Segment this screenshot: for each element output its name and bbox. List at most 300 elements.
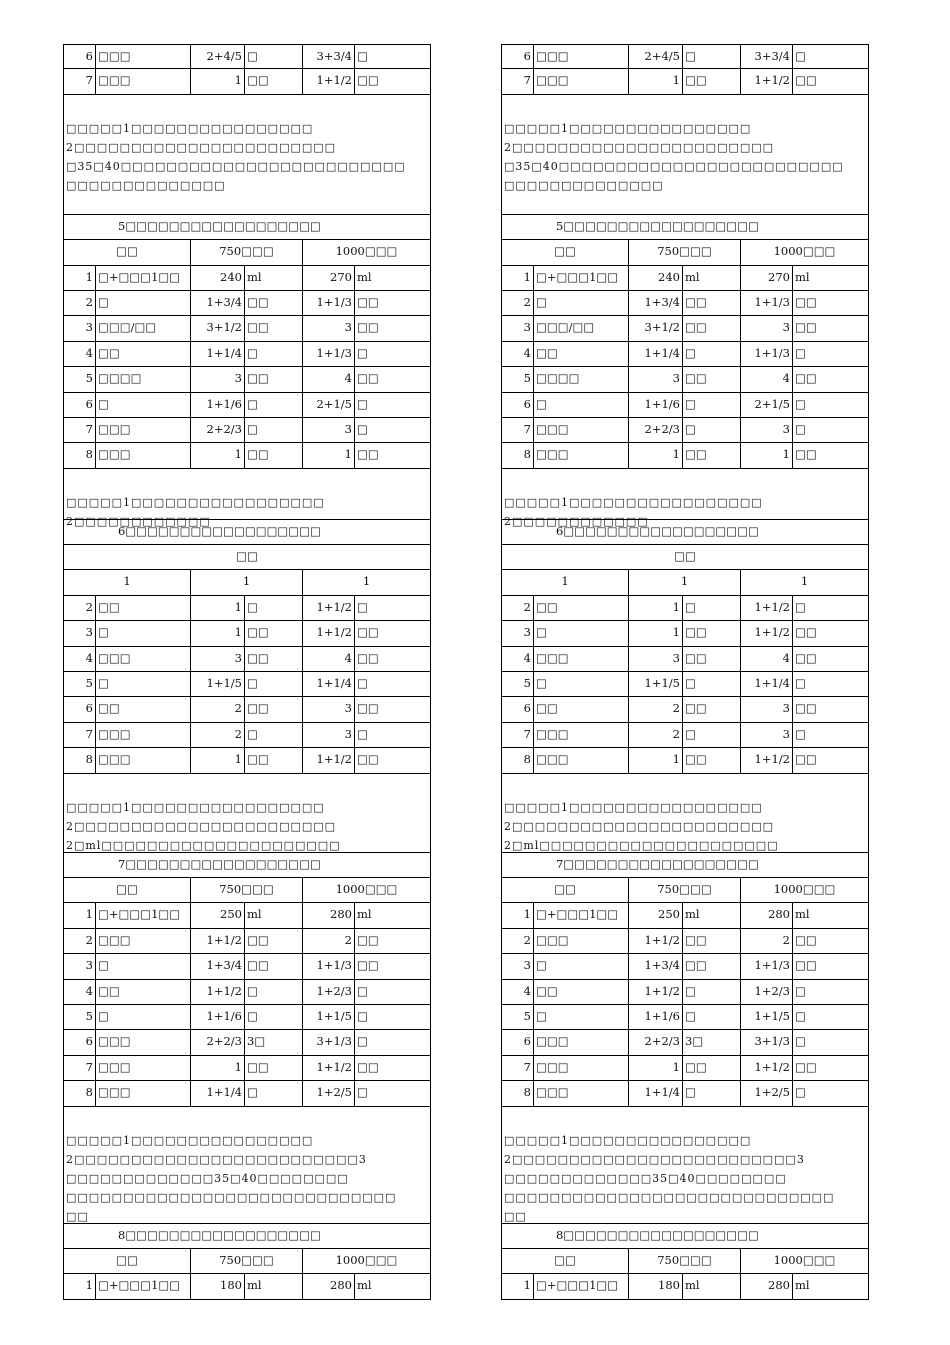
unit-750: □□ — [682, 748, 740, 772]
table-row — [64, 266, 430, 291]
unit-1000: □□ — [354, 1056, 430, 1080]
row-number: 7 — [85, 1059, 93, 1074]
ingredient-name: □□□ — [95, 443, 190, 467]
ingredient-name: □ — [533, 393, 628, 417]
ingredient-name: □□□□ — [533, 367, 628, 391]
note-line: □□□□□1□□□□□□□□□□□□□□□□ — [66, 1133, 314, 1147]
amount-1000: 2 — [302, 929, 354, 953]
table-header-row — [64, 570, 430, 595]
amount-1000: 1+2/5 — [740, 1081, 792, 1105]
row-number: 7 — [523, 726, 531, 741]
amount-1000: 1+1/3 — [302, 291, 354, 315]
ingredient-name: □ — [95, 393, 190, 417]
unit-750: □□ — [682, 443, 740, 467]
row-number: 3 — [523, 320, 531, 335]
amount-1000: 1+1/2 — [302, 69, 354, 93]
unit-1000: ml — [354, 903, 430, 927]
unit-1000: □□ — [354, 316, 430, 340]
unit-1000: □□ — [354, 443, 430, 467]
row-number: 6 — [85, 49, 93, 63]
amount-1000: 4 — [302, 647, 354, 671]
ingredient-name: □□□ — [533, 418, 628, 442]
header-1000: 1000□□□ — [740, 1249, 868, 1273]
amount-1000: 1+1/2 — [302, 748, 354, 772]
table-row — [64, 647, 430, 672]
unit-750: □□ — [244, 929, 302, 953]
ingredient-name: □+□□□1□□ — [533, 266, 628, 290]
unit-750: □ — [244, 1081, 302, 1105]
recipe-sheet-left — [63, 44, 431, 1300]
header-ingredient: □□ — [116, 881, 138, 896]
amount-750: 3+1/2 — [190, 316, 244, 340]
note-line: 2□ml□□□□□□□□□□□□□□□□□□□□□ — [66, 838, 341, 852]
unit-750: □□ — [682, 69, 740, 93]
amount-750: 1+3/4 — [190, 291, 244, 315]
amount-1000: 3 — [740, 723, 792, 747]
header-1000: 1 — [302, 570, 430, 594]
row-number: 8 — [85, 1085, 93, 1100]
table-row — [502, 647, 868, 672]
table-row — [64, 44, 430, 69]
row-number: 3 — [523, 958, 531, 973]
note-line: 2□ml□□□□□□□□□□□□□□□□□□□□□ — [504, 838, 779, 852]
amount-1000: 280 — [740, 1274, 792, 1298]
unit-750: □□ — [682, 316, 740, 340]
amount-750: 3+1/2 — [628, 316, 682, 340]
amount-1000: 3 — [740, 697, 792, 721]
span-label: □□ — [236, 549, 258, 564]
notes-block — [502, 95, 868, 215]
row-number: 3 — [85, 625, 93, 640]
ingredient-name: □□□/□□ — [533, 316, 628, 340]
amount-750: 2 — [190, 697, 244, 721]
table-row — [502, 980, 868, 1005]
unit-1000: □□ — [792, 367, 868, 391]
unit-1000: □□ — [354, 647, 430, 671]
row-number: 4 — [85, 345, 93, 360]
amount-750: 1+1/4 — [190, 1081, 244, 1105]
header-1000: 1000□□□ — [302, 240, 430, 264]
unit-750: □ — [244, 418, 302, 442]
table-row — [64, 1274, 430, 1299]
table-row — [502, 393, 868, 418]
section-title: 5□□□□□□□□□□□□□□□□□□ — [118, 218, 321, 233]
note-line: 2□□□□□□□□□□□□□□□□□□□□□□□□□3 — [504, 1152, 805, 1166]
table-row — [502, 367, 868, 392]
note-line: □□ — [66, 1209, 89, 1223]
unit-750: □ — [244, 672, 302, 696]
table-row — [502, 1030, 868, 1055]
unit-1000: □□ — [792, 929, 868, 953]
unit-750: □ — [244, 980, 302, 1004]
ingredient-name: □□□ — [95, 723, 190, 747]
table-row — [502, 418, 868, 443]
table-row — [64, 443, 430, 468]
amount-750: 2+2/3 — [628, 1030, 682, 1054]
unit-1000: □ — [354, 45, 430, 68]
amount-750: 1+1/4 — [628, 342, 682, 366]
unit-1000: □ — [354, 723, 430, 747]
header-ingredient: □□ — [116, 244, 138, 259]
unit-1000: □□ — [354, 69, 430, 93]
ingredient-name: □□□ — [533, 929, 628, 953]
unit-1000: □ — [792, 342, 868, 366]
amount-1000: 2+1/5 — [740, 393, 792, 417]
row-number: 1 — [85, 1278, 93, 1293]
amount-1000: 3+1/3 — [302, 1030, 354, 1054]
amount-750: 1+1/5 — [190, 672, 244, 696]
amount-750: 1+1/2 — [628, 980, 682, 1004]
amount-750: 1 — [190, 1056, 244, 1080]
ingredient-name: □□□ — [95, 1030, 190, 1054]
amount-1000: 1 — [740, 443, 792, 467]
table-row — [502, 443, 868, 468]
unit-1000: □ — [354, 596, 430, 620]
table-row — [502, 903, 868, 928]
amount-1000: 1+1/3 — [740, 954, 792, 978]
unit-1000: □ — [354, 1081, 430, 1105]
ingredient-name: □+□□□1□□ — [95, 903, 190, 927]
section-title-row — [64, 215, 430, 240]
ingredient-name: □□□ — [533, 1030, 628, 1054]
table-row — [502, 69, 868, 94]
ingredient-name: □□ — [95, 980, 190, 1004]
section-title: 8□□□□□□□□□□□□□□□□□□ — [556, 1227, 759, 1242]
table-row — [502, 342, 868, 367]
amount-1000: 280 — [740, 903, 792, 927]
unit-1000: □ — [354, 1030, 430, 1054]
unit-750: □□ — [682, 1056, 740, 1080]
amount-750: 1+3/4 — [628, 291, 682, 315]
unit-750: □□ — [244, 647, 302, 671]
amount-750: 2 — [628, 697, 682, 721]
amount-750: 1+1/4 — [628, 1081, 682, 1105]
unit-1000: □ — [354, 980, 430, 1004]
amount-750: 1 — [628, 69, 682, 93]
unit-1000: □□ — [792, 748, 868, 772]
amount-750: 1+1/2 — [190, 929, 244, 953]
amount-750: 1 — [190, 596, 244, 620]
amount-750: 1 — [628, 596, 682, 620]
unit-750: □ — [682, 342, 740, 366]
unit-750: 3□ — [682, 1030, 740, 1054]
unit-750: ml — [244, 903, 302, 927]
amount-1000: 1+1/2 — [302, 621, 354, 645]
amount-1000: 1+1/2 — [302, 596, 354, 620]
ingredient-name: □□□ — [533, 45, 628, 68]
amount-750: 1+1/4 — [190, 342, 244, 366]
section-title: 8□□□□□□□□□□□□□□□□□□ — [118, 1227, 321, 1242]
row-number: 5 — [85, 371, 93, 386]
row-number: 6 — [523, 49, 531, 63]
row-number: 7 — [85, 726, 93, 741]
unit-1000: □ — [792, 980, 868, 1004]
amount-750: 240 — [190, 266, 244, 290]
amount-750: 1+1/6 — [190, 1005, 244, 1029]
note-line: 2□□□□□□□□□□□□□□□□□□□□□□□ — [504, 140, 775, 154]
amount-750: 3 — [628, 367, 682, 391]
unit-750: ml — [244, 266, 302, 290]
amount-750: 3 — [628, 647, 682, 671]
ingredient-name: □□□ — [533, 443, 628, 467]
ingredient-name: □□□ — [95, 929, 190, 953]
unit-750: □□ — [244, 1056, 302, 1080]
row-number: 8 — [85, 447, 93, 462]
amount-1000: 1+1/2 — [740, 621, 792, 645]
unit-750: □□ — [244, 316, 302, 340]
unit-1000: □□ — [792, 291, 868, 315]
table-row — [502, 621, 868, 646]
amount-1000: 3 — [302, 316, 354, 340]
unit-1000: □ — [354, 393, 430, 417]
table-row — [64, 291, 430, 316]
unit-750: ml — [682, 266, 740, 290]
table-row — [502, 748, 868, 773]
amount-750: 1+1/2 — [190, 980, 244, 1004]
amount-750: 2+2/3 — [190, 418, 244, 442]
row-number: 3 — [85, 958, 93, 973]
ingredient-name: □□□ — [95, 1056, 190, 1080]
note-line: 2□□□□□□□□□□□□□□□□□□□□□□□□□3 — [66, 1152, 367, 1166]
row-number: 1 — [523, 907, 531, 922]
table-row — [502, 291, 868, 316]
unit-750: □□ — [244, 954, 302, 978]
unit-1000: □□ — [792, 443, 868, 467]
note-line: □□ — [504, 1209, 527, 1223]
amount-1000: 1+1/2 — [740, 1056, 792, 1080]
amount-750: 240 — [628, 266, 682, 290]
row-number: 4 — [523, 345, 531, 360]
table-row — [502, 1274, 868, 1299]
ingredient-name: □ — [533, 291, 628, 315]
row-number: 7 — [523, 421, 531, 436]
amount-750: 1+1/5 — [628, 672, 682, 696]
unit-750: □□ — [244, 291, 302, 315]
note-line: 2□□□□□□□□□□□□□□□□□□□□□□□ — [66, 819, 337, 833]
amount-1000: 3+3/4 — [302, 45, 354, 68]
table-row — [64, 980, 430, 1005]
table-row — [502, 723, 868, 748]
table-row — [64, 1081, 430, 1106]
notes-block — [64, 774, 430, 853]
note-line: □□□□□1□□□□□□□□□□□□□□□□□ — [66, 800, 325, 814]
table-row — [502, 1081, 868, 1106]
span-row — [502, 545, 868, 570]
amount-750: 1 — [190, 69, 244, 93]
amount-1000: 3+3/4 — [740, 45, 792, 68]
table-row — [502, 596, 868, 621]
header-ingredient: □□ — [116, 1252, 138, 1267]
table-row — [64, 672, 430, 697]
row-number: 7 — [85, 421, 93, 436]
section-title-row — [64, 853, 430, 878]
notes-block — [502, 1107, 868, 1224]
note-line: □□□□□1□□□□□□□□□□□□□□□□□ — [66, 495, 325, 509]
unit-750: 3□ — [244, 1030, 302, 1054]
amount-1000: 270 — [740, 266, 792, 290]
row-number: 3 — [85, 320, 93, 335]
header-750: 1 — [628, 570, 740, 594]
amount-750: 1 — [628, 443, 682, 467]
row-number: 2 — [523, 599, 531, 614]
notes-block — [502, 774, 868, 853]
unit-750: □□ — [682, 647, 740, 671]
amount-1000: 1 — [302, 443, 354, 467]
amount-1000: 4 — [740, 647, 792, 671]
amount-750: 1+1/6 — [628, 1005, 682, 1029]
unit-1000: □ — [792, 45, 868, 68]
row-number: 5 — [85, 676, 93, 691]
table-header-row — [64, 240, 430, 265]
section-title-row — [64, 1224, 430, 1249]
unit-1000: □□ — [792, 1056, 868, 1080]
table-row — [502, 1056, 868, 1081]
unit-750: □ — [682, 1081, 740, 1105]
row-number: 1 — [523, 1278, 531, 1293]
unit-750: □□ — [682, 697, 740, 721]
ingredient-name: □□□ — [533, 1081, 628, 1105]
unit-1000: □□ — [354, 929, 430, 953]
row-number: 1 — [523, 269, 531, 284]
unit-1000: □□ — [354, 621, 430, 645]
header-750: 750□□□ — [190, 1249, 302, 1273]
unit-1000: □ — [354, 1005, 430, 1029]
unit-750: □ — [682, 980, 740, 1004]
section-title: 7□□□□□□□□□□□□□□□□□□ — [556, 856, 759, 871]
amount-750: 250 — [628, 903, 682, 927]
amount-750: 1+1/6 — [190, 393, 244, 417]
table-row — [64, 929, 430, 954]
ingredient-name: □□ — [95, 596, 190, 620]
header-ingredient: □□ — [554, 244, 576, 259]
unit-750: □□ — [244, 443, 302, 467]
unit-750: □□ — [244, 367, 302, 391]
ingredient-name: □ — [533, 954, 628, 978]
amount-750: 1 — [190, 443, 244, 467]
note-line: 2□□□□□□□□□□□□□□□□□□□□□□□ — [66, 140, 337, 154]
amount-1000: 280 — [302, 903, 354, 927]
ingredient-name: □□ — [533, 980, 628, 1004]
ingredient-name: □□□ — [533, 647, 628, 671]
ingredient-name: □□□ — [95, 647, 190, 671]
amount-750: 3 — [190, 647, 244, 671]
unit-750: ml — [244, 1274, 302, 1298]
row-number: 1 — [85, 907, 93, 922]
unit-750: □ — [682, 596, 740, 620]
unit-750: ml — [682, 1274, 740, 1298]
ingredient-name: □+□□□1□□ — [95, 266, 190, 290]
unit-1000: □□ — [354, 291, 430, 315]
header-750: 750□□□ — [190, 878, 302, 902]
ingredient-name: □□□ — [95, 418, 190, 442]
unit-1000: ml — [792, 266, 868, 290]
row-number: 7 — [85, 73, 93, 88]
header-ingredient: □□ — [554, 881, 576, 896]
ingredient-name: □□ — [533, 596, 628, 620]
row-number: 2 — [85, 932, 93, 947]
note-line: □35□40□□□□□□□□□□□□□□□□□□□□□□□□□ — [66, 159, 406, 173]
unit-1000: ml — [354, 1274, 430, 1298]
unit-750: □ — [682, 393, 740, 417]
header-750: 750□□□ — [628, 1249, 740, 1273]
unit-1000: □ — [354, 418, 430, 442]
amount-1000: 1+1/2 — [740, 69, 792, 93]
amount-1000: 1+1/2 — [302, 1056, 354, 1080]
amount-1000: 280 — [302, 1274, 354, 1298]
ingredient-name: □ — [533, 621, 628, 645]
amount-1000: 1+1/4 — [302, 672, 354, 696]
note-line: □□□□□□□□□□□□□□ — [504, 178, 664, 192]
amount-750: 1 — [190, 621, 244, 645]
table-row — [502, 316, 868, 341]
note-line: □□□□□□□□□□□□□35□40□□□□□□□□ — [66, 1171, 349, 1185]
note-line: □□□□□□□□□□□□□35□40□□□□□□□□ — [504, 1171, 787, 1185]
ingredient-name: □□□ — [95, 748, 190, 772]
unit-1000: ml — [792, 1274, 868, 1298]
note-line: □□□□□□□□□□□□□□ — [66, 178, 226, 192]
row-number: 4 — [85, 983, 93, 998]
unit-1000: □□ — [792, 316, 868, 340]
row-number: 4 — [523, 983, 531, 998]
unit-750: □□ — [244, 748, 302, 772]
note-line: □□□□□1□□□□□□□□□□□□□□□□ — [504, 121, 752, 135]
table-row — [502, 266, 868, 291]
amount-750: 1+3/4 — [190, 954, 244, 978]
row-number: 6 — [85, 396, 93, 411]
row-number: 5 — [85, 1008, 93, 1023]
table-row — [502, 697, 868, 722]
row-number: 1 — [85, 269, 93, 284]
table-row — [64, 723, 430, 748]
amount-1000: 1+1/5 — [740, 1005, 792, 1029]
table-row — [64, 367, 430, 392]
row-number: 6 — [85, 1034, 93, 1049]
section-title: 7□□□□□□□□□□□□□□□□□□ — [118, 856, 321, 871]
table-row — [64, 393, 430, 418]
table-row — [502, 1005, 868, 1030]
span-row — [64, 545, 430, 570]
ingredient-name: □□□ — [95, 1081, 190, 1105]
ingredient-name: □+□□□1□□ — [533, 903, 628, 927]
ingredient-name: □□ — [95, 697, 190, 721]
ingredient-name: □ — [95, 291, 190, 315]
row-number: 7 — [523, 1059, 531, 1074]
unit-750: □ — [244, 393, 302, 417]
amount-750: 2 — [190, 723, 244, 747]
row-number: 8 — [523, 1085, 531, 1100]
amount-750: 1 — [628, 748, 682, 772]
header-750: 750□□□ — [628, 878, 740, 902]
unit-750: □□ — [244, 69, 302, 93]
section-title: 5□□□□□□□□□□□□□□□□□□ — [556, 218, 759, 233]
amount-750: 180 — [628, 1274, 682, 1298]
unit-1000: □ — [792, 672, 868, 696]
row-number: 7 — [523, 73, 531, 88]
unit-1000: □ — [792, 1005, 868, 1029]
ingredient-name: □□□ — [95, 45, 190, 68]
table-row — [502, 954, 868, 979]
unit-750: □ — [682, 418, 740, 442]
amount-750: 180 — [190, 1274, 244, 1298]
amount-750: 3 — [190, 367, 244, 391]
table-row — [64, 342, 430, 367]
amount-1000: 270 — [302, 266, 354, 290]
unit-1000: □ — [792, 723, 868, 747]
table-header-row — [502, 878, 868, 903]
row-number: 5 — [523, 371, 531, 386]
table-row — [64, 1005, 430, 1030]
ingredient-name: □+□□□1□□ — [95, 1274, 190, 1298]
